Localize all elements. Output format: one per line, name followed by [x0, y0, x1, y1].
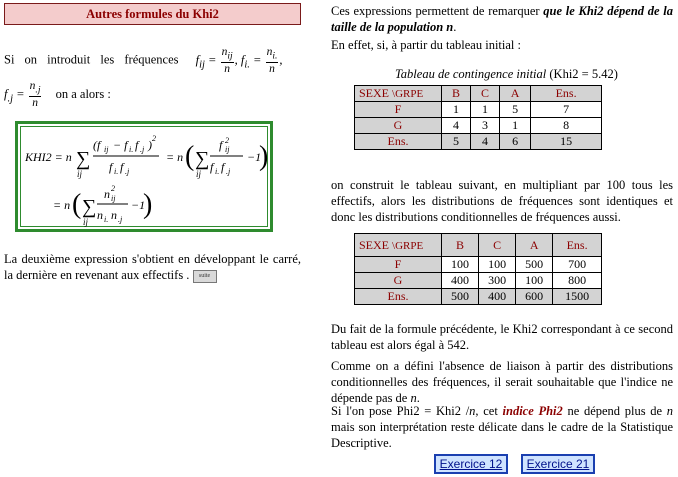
fj-line	[4, 80, 111, 109]
p6	[331, 403, 673, 451]
svg-text:f: f	[221, 160, 225, 174]
svg-text:ij: ij	[77, 169, 83, 179]
p5-end: .	[416, 391, 420, 405]
intro-line	[4, 46, 304, 75]
table-cell: 6	[500, 134, 531, 150]
table-cell: 8	[531, 118, 602, 134]
svg-text:= n: = n	[166, 150, 184, 164]
svg-text:2: 2	[111, 184, 115, 193]
corner-sexe: SEXE	[359, 237, 389, 252]
table2-col-header: Ens.	[553, 234, 602, 257]
intro-text: Si on introduit les fréquences	[4, 52, 179, 67]
table-cell: 3	[471, 118, 500, 134]
p3: on construit le tableau suivant, en multipliant par 100 tous les effectifs, alors les distributions de fréquences sont identiques et donc les distributions conditionnelles de fréquences aussi.	[331, 178, 673, 224]
indice-phi2: indice Phi2	[502, 404, 563, 418]
row-label: Ens.	[355, 134, 442, 150]
table-row	[355, 273, 602, 289]
p6-text-b: , cet	[475, 404, 498, 418]
formula-fij: $f_{ij}$ = $\frac{n_{ij}}{n}$ , $f_{i.}$ = $\frac{n_{i.}}{n}$ ,	[195, 46, 283, 76]
table-row	[355, 118, 602, 134]
exercice-12-button[interactable]	[434, 454, 508, 474]
table2-col-header: B	[442, 234, 479, 257]
svg-text:.j: .j	[140, 145, 145, 154]
svg-text:f: f	[109, 160, 113, 174]
p6-text-c: ne dépend plus de	[562, 404, 663, 418]
p2: En effet, si, à partir du tableau initial :	[331, 38, 521, 52]
svg-text:ij: ij	[104, 145, 109, 154]
table1-col-header: B	[442, 86, 471, 102]
svg-text:∑: ∑	[195, 148, 210, 170]
table-cell: 1	[442, 102, 471, 118]
table2-col-header: A	[516, 234, 553, 257]
svg-text:.j: .j	[226, 167, 231, 176]
table-row	[355, 102, 602, 118]
svg-text:i.: i.	[129, 145, 134, 154]
p5	[331, 358, 673, 406]
row-label: F	[355, 257, 442, 273]
table-cell: 1500	[553, 289, 602, 305]
svg-text:i.: i.	[104, 215, 109, 224]
svg-text:2: 2	[225, 136, 229, 145]
row-label: G	[355, 118, 442, 134]
svg-text:2: 2	[152, 134, 156, 143]
svg-text:n: n	[97, 208, 103, 222]
svg-text:i.: i.	[215, 167, 220, 176]
svg-text:ij: ij	[225, 145, 230, 154]
svg-text:−1: −1	[131, 198, 146, 212]
deux-text: La deuxième expression s'obtient en développant le carré, la dernière en revenant aux effectifs .	[4, 252, 301, 282]
p1-emphasis: que le Khi2 dépend de la taille de la population n	[331, 4, 674, 34]
alors-text: on a alors :	[55, 86, 111, 101]
svg-text:∑: ∑	[82, 196, 97, 218]
svg-text:(: (	[72, 189, 82, 220]
corner-sexe: SEXE	[359, 86, 389, 100]
svg-text:−1: −1	[247, 150, 262, 164]
table-cell: 4	[442, 118, 471, 134]
table-row	[355, 134, 602, 150]
p6-text-d: mais son interprétation reste délicate dans le cadre de la Statistique Descriptive.	[331, 420, 673, 450]
exercice-21-label: Exercice 21	[526, 457, 590, 471]
table-cell: 100	[516, 273, 553, 289]
table1-caption	[395, 67, 618, 82]
table-cell: 800	[553, 273, 602, 289]
table1-col-header: A	[500, 86, 531, 102]
table2-corner: SEXE \GRPE	[355, 234, 442, 257]
table-cell: 7	[531, 102, 602, 118]
row-label: Ens.	[355, 289, 442, 305]
table-row	[355, 289, 602, 305]
svg-text:.j: .j	[125, 167, 130, 176]
svg-text:n: n	[111, 208, 117, 222]
svg-text:(f: (f	[93, 138, 101, 152]
table-cell: 300	[479, 273, 516, 289]
table-cell: 100	[479, 257, 516, 273]
table-cell: 1	[500, 118, 531, 134]
svg-text:KHI2 = n: KHI2 = n	[25, 150, 72, 164]
p6-n: n	[469, 404, 476, 418]
table-cell: 4	[471, 134, 500, 150]
p5-n: n	[410, 391, 417, 405]
table1-caption-rest: (Khi2 = 5.42)	[546, 67, 618, 81]
deux-expression-paragraph	[4, 251, 301, 283]
row-label: F	[355, 102, 442, 118]
svg-text:): )	[143, 189, 153, 220]
p1-text: Ces expressions permettent de remarquer	[331, 4, 540, 18]
table-cell: 15	[531, 134, 602, 150]
svg-text:(: (	[185, 141, 195, 172]
svg-text:i.: i.	[114, 167, 119, 176]
p4: Du fait de la formule précédente, le Khi2 correspondant à ce second tableau est alors égal à 542.	[331, 322, 673, 352]
table-cell: 1	[471, 102, 500, 118]
exercice-12-label: Exercice 12	[439, 457, 503, 471]
svg-text:f: f	[120, 160, 124, 174]
contingency-table-2	[354, 233, 602, 305]
svg-text:.j: .j	[118, 215, 123, 224]
formula-fj: $f_{.j}$ = $\frac{n_{.j}}{n}$	[4, 80, 41, 110]
svg-text:f: f	[135, 138, 139, 152]
table-cell: 500	[516, 257, 553, 273]
table-row	[355, 257, 602, 273]
p1	[331, 3, 673, 35]
corner-grpe: GRPE	[395, 239, 424, 252]
khi2-formula-box	[15, 121, 273, 232]
table-cell: 5	[500, 102, 531, 118]
svg-text:n: n	[104, 187, 110, 201]
table-cell: 400	[442, 273, 479, 289]
table-cell: 600	[516, 289, 553, 305]
table1-corner: SEXE \GRPE	[355, 86, 442, 102]
p6-text-a: Si l'on pose Phi2 = Khi2 /	[331, 404, 470, 418]
p1-end: .	[453, 20, 457, 34]
table1-col-header: Ens.	[531, 86, 602, 102]
svg-text:= n: = n	[53, 198, 71, 212]
p5-text: Comme on a défini l'absence de liaison à partir des distributions conditionnelles des fréquences, il serait souhaitable que l'indice ne dépende pas de	[331, 359, 673, 405]
section-title: Autres formules du Khi2	[4, 3, 301, 25]
table2-col-header: C	[479, 234, 516, 257]
row-label: G	[355, 273, 442, 289]
table-cell: 700	[553, 257, 602, 273]
table-cell: 500	[442, 289, 479, 305]
table-cell: 5	[442, 134, 471, 150]
table-cell: 400	[479, 289, 516, 305]
khi2-formula	[21, 127, 271, 230]
svg-text:∑: ∑	[76, 148, 91, 170]
svg-text:f: f	[219, 138, 223, 152]
exercice-21-button[interactable]	[521, 454, 595, 474]
corner-grpe: GRPE	[395, 88, 424, 100]
svg-text:): )	[148, 138, 152, 152]
p6-n2: n	[666, 404, 674, 418]
svg-text:): )	[259, 141, 269, 172]
svg-text:ij: ij	[111, 194, 116, 203]
svg-text:f: f	[210, 160, 214, 174]
svg-text:ij: ij	[196, 169, 202, 179]
contingency-table-1	[354, 85, 602, 150]
table-cell: 100	[442, 257, 479, 273]
table1-col-header: C	[471, 86, 500, 102]
suite-button[interactable]: suite	[193, 270, 217, 283]
svg-text:ij: ij	[83, 217, 89, 227]
svg-text:− f: − f	[113, 138, 128, 152]
table1-caption-italic: Tableau de contingence initial	[395, 67, 547, 81]
